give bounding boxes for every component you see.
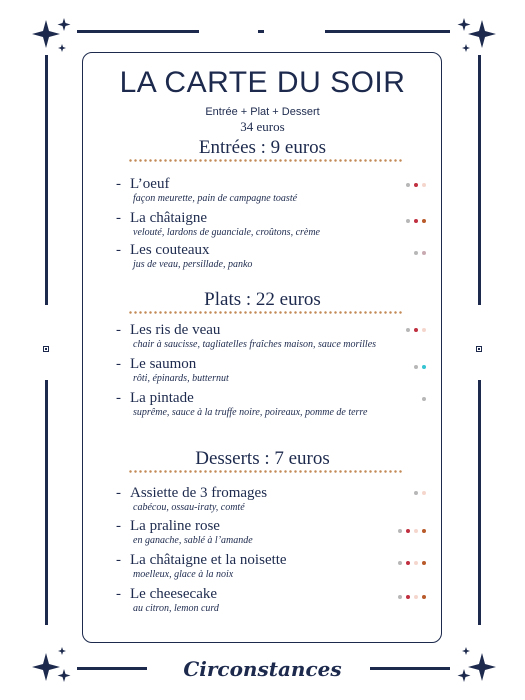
- menu-item: - Assiette de 3 fromages cabécou, ossau-iraty, comté: [116, 485, 436, 514]
- item-swatches: [414, 365, 426, 369]
- menu-item: - La châtaigne velouté, lardons de guanciale, croûtons, crème: [116, 210, 436, 239]
- frame-right-square-ornament: [476, 346, 482, 352]
- dot-divider: [128, 470, 402, 473]
- tag-dot: [414, 251, 418, 255]
- tag-dot: [422, 183, 426, 187]
- menu-item-name: La châtaigne et la noisette: [130, 552, 287, 568]
- tag-dot: [414, 595, 418, 599]
- item-swatches: [414, 491, 426, 495]
- dot-divider: [128, 311, 402, 314]
- menu-item-desc: rôti, épinards, butternut: [133, 373, 229, 384]
- tag-dot: [414, 219, 418, 223]
- menu-item-name: L’oeuf: [130, 176, 170, 192]
- tag-dot: [406, 529, 410, 533]
- tag-dot: [406, 328, 410, 332]
- menu-item: - Les ris de veau chair à saucisse, tagliatelles fraîches maison, sauce morilles: [116, 322, 436, 351]
- item-swatches: [406, 183, 426, 187]
- item-swatches: [406, 219, 426, 223]
- tag-dot: [406, 183, 410, 187]
- frame-left-bottom-line: [45, 380, 48, 625]
- corner-stars-top-right-icon: [448, 14, 496, 56]
- menu-item-desc: au citron, lemon curd: [133, 603, 219, 614]
- section-title-desserts: Desserts : 7 euros: [195, 448, 330, 469]
- tag-dot: [406, 561, 410, 565]
- item-swatches: [406, 328, 426, 332]
- frame-left-square-ornament: [43, 346, 49, 352]
- tag-dot: [414, 365, 418, 369]
- menu-item-desc: suprême, sauce à la truffe noire, poireaux, pomme de terre: [133, 407, 368, 418]
- item-swatches: [414, 251, 426, 255]
- dot-divider: [128, 159, 402, 162]
- tag-dot: [406, 595, 410, 599]
- menu-item-desc: velouté, lardons de guanciale, croûtons, crème: [133, 227, 320, 238]
- menu-item-name: Le cheesecake: [130, 586, 218, 602]
- tag-dot: [414, 491, 418, 495]
- menu-item: - L’oeuf façon meurette, pain de campagne toasté: [116, 176, 436, 205]
- menu-item-desc: jus de veau, persillade, panko: [133, 259, 253, 270]
- menu-item: - La praline rose en ganache, sablé à l’amande: [116, 518, 436, 547]
- tag-dot: [422, 328, 426, 332]
- tag-dot: [414, 529, 418, 533]
- section-title-entrees: Entrées : 9 euros: [198, 137, 327, 158]
- menu-item-desc: moelleux, glace à la noix: [133, 569, 234, 580]
- brand-logo: Circonstances: [183, 657, 342, 681]
- formula-line: Entrée + Plat + Dessert: [205, 106, 320, 118]
- frame-top-mid-tick: [258, 30, 264, 33]
- menu-item: - La pintade suprême, sauce à la truffe noire, poireaux, pomme de terre: [116, 390, 436, 419]
- frame-top-left-line: [77, 30, 199, 33]
- menu-item-name: La châtaigne: [130, 210, 208, 226]
- section-title-plats: Plats : 22 euros: [204, 289, 321, 310]
- menu-item-name: Le saumon: [130, 356, 197, 372]
- menu-item: - Le cheesecake au citron, lemon curd: [116, 586, 436, 615]
- tag-dot: [422, 491, 426, 495]
- menu-item: - Le saumon rôti, épinards, butternut: [116, 356, 436, 385]
- menu-item-desc: façon meurette, pain de campagne toasté: [133, 193, 298, 204]
- tag-dot: [414, 183, 418, 187]
- frame-right-bottom-line: [478, 380, 481, 625]
- menu-item-name: Les ris de veau: [130, 322, 221, 338]
- menu-item: - Les couteaux jus de veau, persillade, panko: [116, 242, 436, 271]
- tag-dot: [422, 219, 426, 223]
- menu-item-desc: chair à saucisse, tagliatelles fraîches maison, sauce morilles: [133, 339, 377, 350]
- tag-dot: [398, 529, 402, 533]
- tag-dot: [406, 219, 410, 223]
- menu-item-name: La pintade: [130, 390, 194, 406]
- tag-dot: [422, 251, 426, 255]
- tag-dot: [422, 529, 426, 533]
- formula-price: 34 euros: [240, 119, 285, 134]
- tag-dot: [422, 561, 426, 565]
- tag-dot: [422, 595, 426, 599]
- item-swatches: [398, 561, 426, 565]
- menu-item-name: Assiette de 3 fromages: [130, 485, 268, 501]
- tag-dot: [422, 397, 426, 401]
- corner-stars-top-left-icon: [32, 14, 80, 56]
- tag-dot: [398, 595, 402, 599]
- menu-item-desc: cabécou, ossau-iraty, comté: [133, 502, 245, 513]
- tag-dot: [414, 561, 418, 565]
- tag-dot: [414, 328, 418, 332]
- item-swatches: [398, 595, 426, 599]
- tag-dot: [398, 561, 402, 565]
- tag-dot: [422, 365, 426, 369]
- frame-top-right-line: [325, 30, 450, 33]
- item-swatches: [398, 529, 426, 533]
- menu-item: - La châtaigne et la noisette moelleux, glace à la noix: [116, 552, 436, 581]
- menu-item-desc: en ganache, sablé à l’amande: [133, 535, 253, 546]
- menu-item-name: Les couteaux: [130, 242, 210, 258]
- menu-item-name: La praline rose: [130, 518, 220, 534]
- item-swatches: [422, 397, 426, 401]
- page-title: LA CARTE DU SOIR: [119, 66, 406, 99]
